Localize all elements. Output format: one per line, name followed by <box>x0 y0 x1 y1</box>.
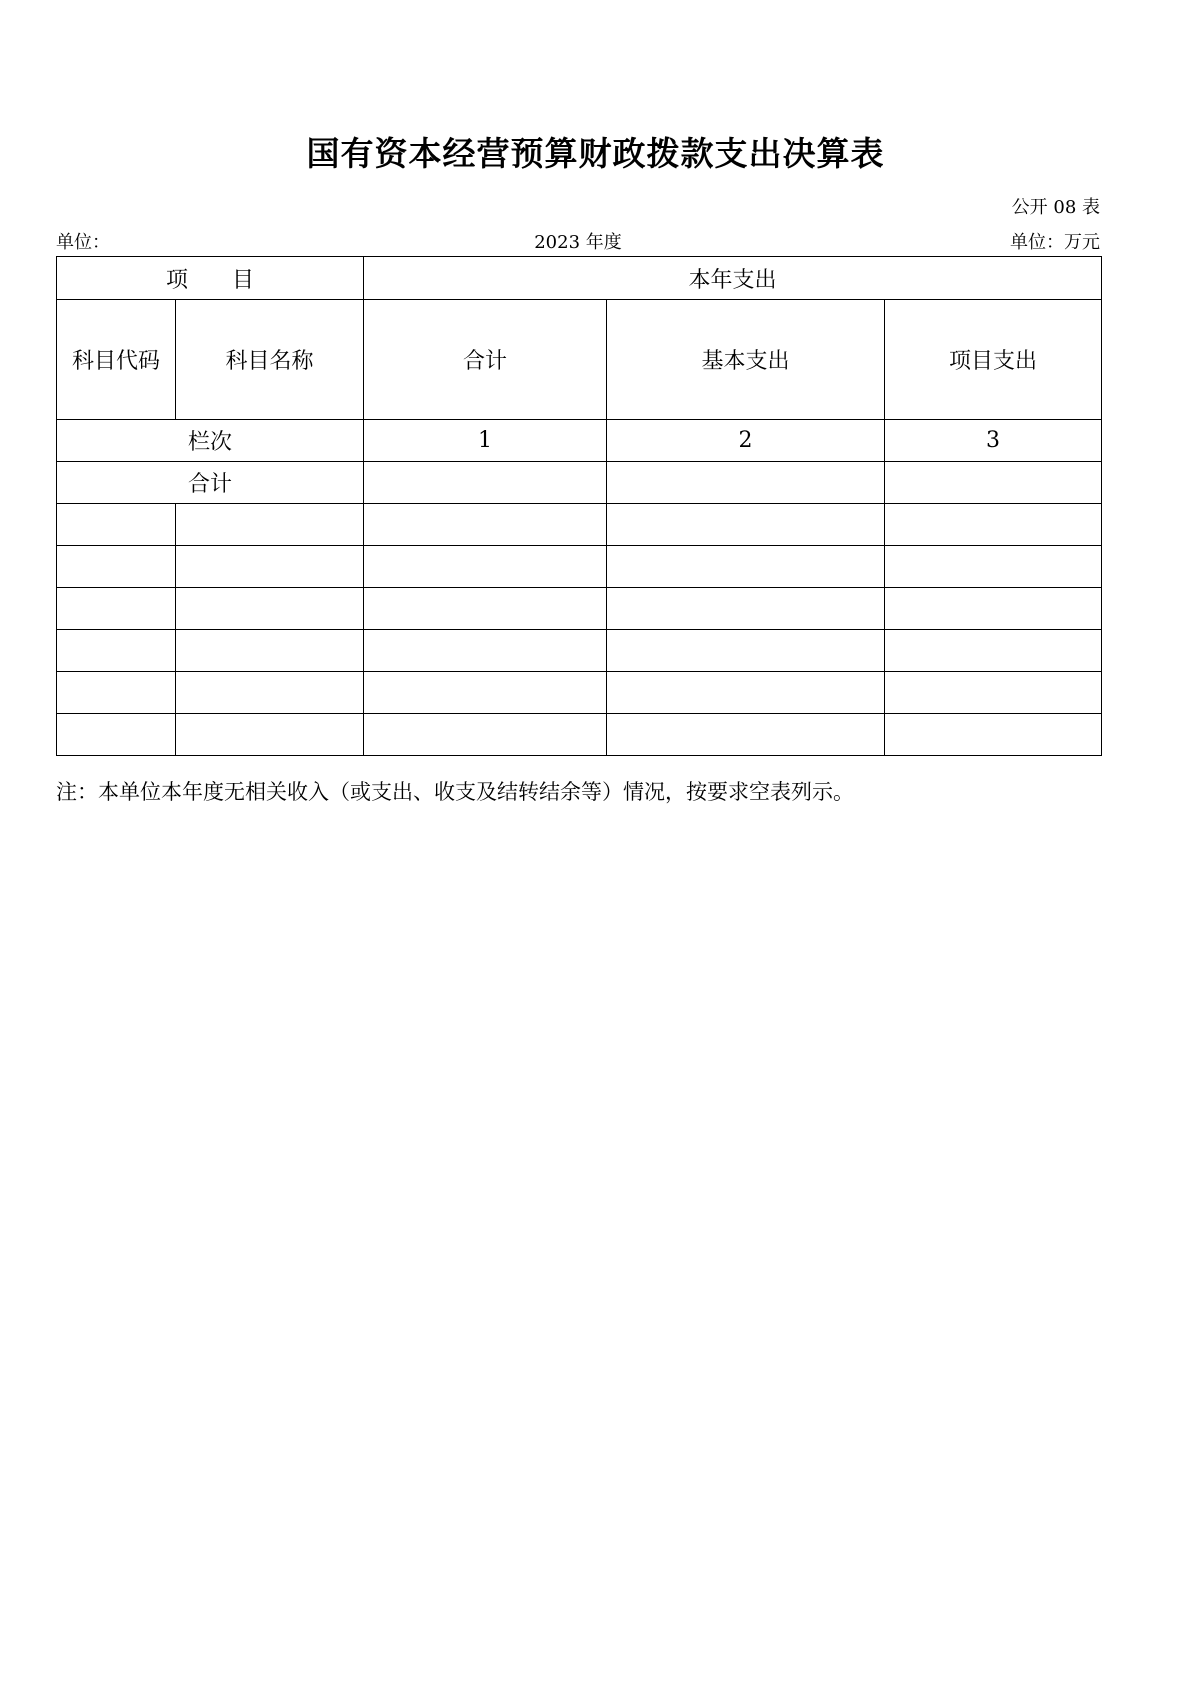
table-cell <box>607 630 885 672</box>
table-cell <box>607 462 885 504</box>
table-row <box>57 504 1102 546</box>
column-number-3: 3 <box>885 420 1102 462</box>
column-number-2: 2 <box>607 420 885 462</box>
table-cell <box>57 630 176 672</box>
table-cell <box>364 588 607 630</box>
header-basic-expense: 基本支出 <box>607 300 885 420</box>
table-cell <box>364 672 607 714</box>
table-row <box>57 630 1102 672</box>
table-cell <box>885 588 1102 630</box>
currency-unit: 单位：万元 <box>1010 232 1100 253</box>
total-row <box>57 462 1102 504</box>
table-cell <box>176 588 364 630</box>
expenditure-table <box>56 256 1102 756</box>
table-cell <box>885 630 1102 672</box>
table-row <box>57 546 1102 588</box>
table-cell <box>885 714 1102 756</box>
table-cell <box>176 714 364 756</box>
table-cell <box>57 504 176 546</box>
header-item: 项 目 <box>57 257 364 300</box>
table-cell <box>607 714 885 756</box>
table-header-row-2 <box>57 300 1102 420</box>
column-number-row <box>57 420 1102 462</box>
table-cell <box>364 504 607 546</box>
table-cell <box>364 546 607 588</box>
header-subject-name: 科目名称 <box>176 300 364 420</box>
header-subject-code: 科目代码 <box>57 300 176 420</box>
fiscal-year: 2023 年度 <box>534 232 622 253</box>
form-number: 公开 08 表 <box>1011 197 1100 218</box>
table-cell <box>364 630 607 672</box>
table-header-row-1 <box>57 257 1102 300</box>
table-row <box>57 672 1102 714</box>
table-cell <box>885 504 1102 546</box>
header-total: 合计 <box>364 300 607 420</box>
column-number-label: 栏次 <box>57 420 364 462</box>
table-cell <box>57 546 176 588</box>
table-cell <box>57 714 176 756</box>
table-cell <box>57 672 176 714</box>
table-row <box>57 714 1102 756</box>
table-cell <box>364 462 607 504</box>
page-title: 国有资本经营预算财政拨款支出决算表 <box>306 134 885 173</box>
table-cell <box>885 546 1102 588</box>
header-project-expense: 项目支出 <box>885 300 1102 420</box>
table-cell <box>885 462 1102 504</box>
table-cell <box>607 672 885 714</box>
table-cell <box>176 672 364 714</box>
table-cell <box>607 504 885 546</box>
table-cell <box>364 714 607 756</box>
table-cell <box>176 630 364 672</box>
column-number-1: 1 <box>364 420 607 462</box>
header-current-year-expense: 本年支出 <box>364 257 1102 300</box>
table-row <box>57 588 1102 630</box>
table-cell <box>176 504 364 546</box>
total-row-label: 合计 <box>57 462 364 504</box>
table-cell <box>607 588 885 630</box>
table-cell <box>607 546 885 588</box>
table-cell <box>57 588 176 630</box>
table-cell <box>885 672 1102 714</box>
footnote: 注：本单位本年度无相关收入（或支出、收支及结转结余等）情况，按要求空表列示。 <box>56 780 854 804</box>
unit-label: 单位： <box>56 232 110 253</box>
meta-row <box>56 228 1100 252</box>
table-cell <box>176 546 364 588</box>
